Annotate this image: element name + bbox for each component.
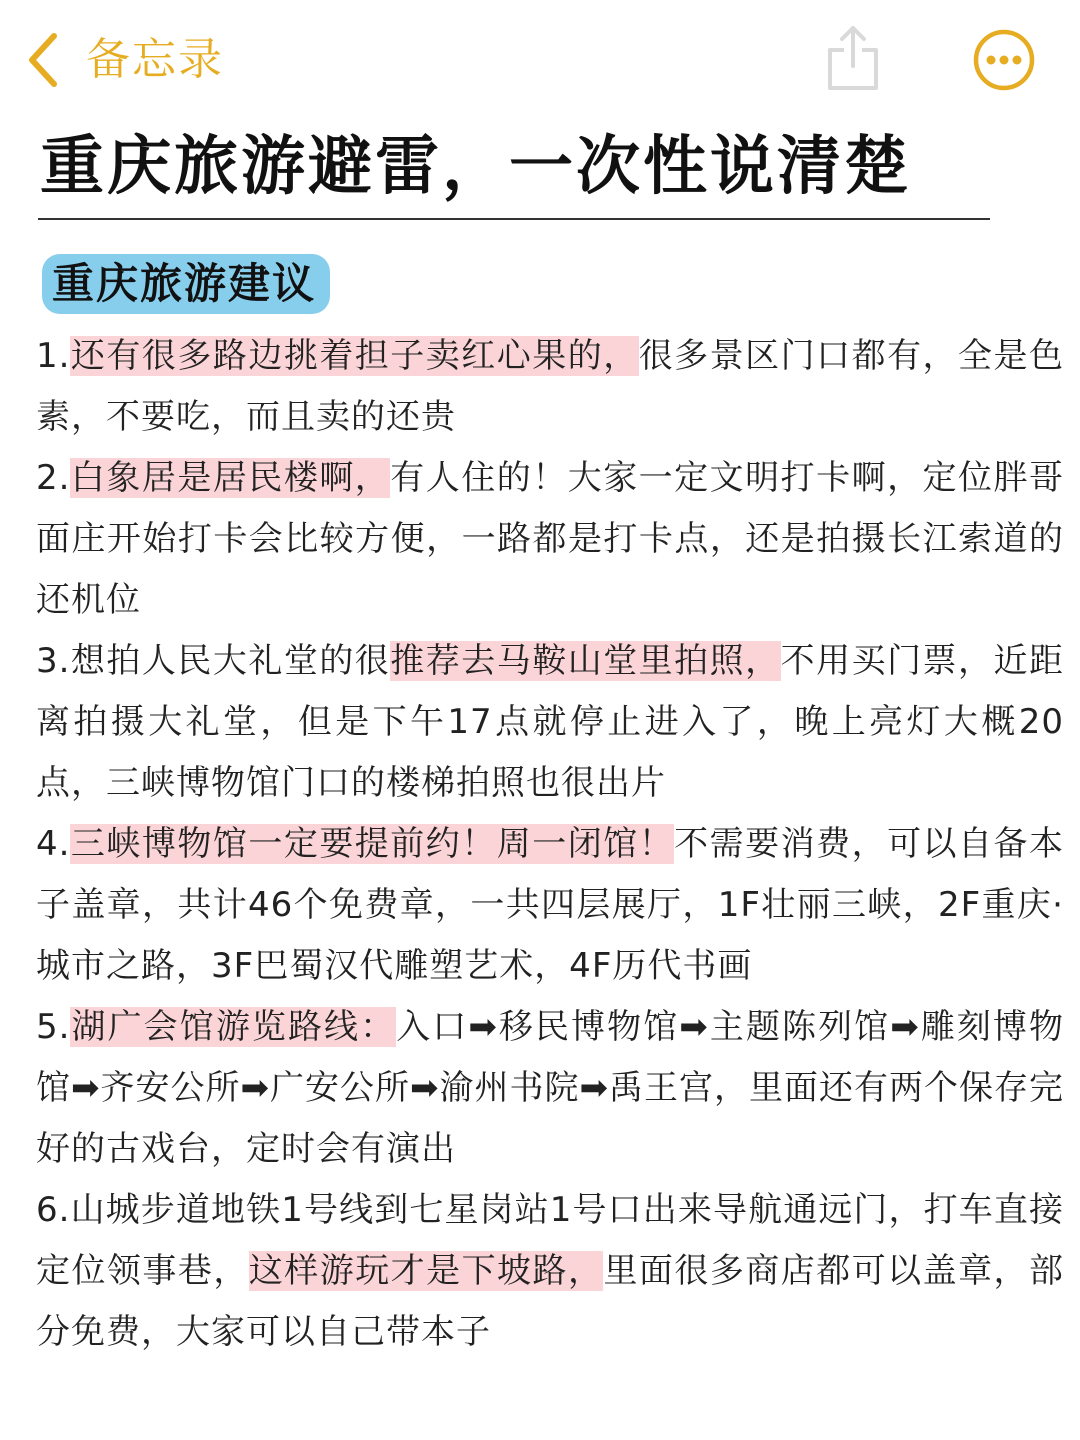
tip-number: 2.: [36, 458, 71, 498]
highlighted-text: 湖广会馆游览路线：: [70, 1007, 397, 1047]
tip-item: [36, 448, 1064, 631]
tip-item: [36, 326, 1064, 448]
chevron-left-icon: [26, 32, 60, 88]
tip-number: 4.: [36, 824, 71, 864]
back-button[interactable]: [26, 28, 224, 92]
tip-item: [36, 997, 1064, 1180]
tip-text: 山城步道地铁1号线到七星岗站1号口出来导航通远门，打车直接定位领事巷，: [36, 1190, 1064, 1291]
tip-text: 不用买门票，近距离拍摄大礼堂，但是下午17点就停止进入了，晚上亮灯大概20点，三峡博物馆门口的楼梯拍照也很出片: [36, 641, 1065, 803]
tip-item: [36, 1180, 1064, 1363]
tip-text: 想拍人民大礼堂的很: [70, 641, 391, 681]
share-button[interactable]: [824, 24, 882, 92]
highlighted-text: 推荐去马鞍山堂里拍照，: [390, 641, 781, 681]
highlighted-text: 这样游玩才是下坡路，: [248, 1251, 604, 1291]
note-title: 重庆旅游避雷，一次性说清楚: [40, 130, 911, 204]
tip-item: [36, 631, 1064, 814]
tip-number: 1.: [36, 336, 71, 376]
tip-text: 里面很多商店都可以盖章，部分免费，大家可以自己带本子: [36, 1251, 1065, 1352]
tip-text: 入口➡移民博物馆➡主题陈列馆➡雕刻博物馆➡齐安公所➡广安公所➡渝州书院➡禹王宫，里面还有两个保存完好的古戏台，定时会有演出: [36, 1007, 1065, 1169]
highlighted-text: 三峡博物馆一定要提前约！周一闭馆！: [70, 824, 675, 864]
highlighted-text: 还有很多路边挑着担子卖红心果的，: [70, 336, 639, 376]
tip-number: 6.: [36, 1190, 71, 1230]
back-label: 备忘录: [86, 34, 224, 85]
title-divider: [38, 218, 990, 220]
tip-item: [36, 814, 1064, 997]
highlighted-text: 白象居是居民楼啊，: [70, 458, 391, 498]
tip-number: 5.: [36, 1007, 71, 1047]
share-icon: [824, 24, 882, 92]
section-heading: 重庆旅游建议: [42, 254, 330, 314]
more-options-button[interactable]: [972, 28, 1036, 92]
more-options-icon: [972, 28, 1036, 92]
tips-list: [36, 326, 1064, 1363]
tip-text: 有人住的！大家一定文明打卡啊，定位胖哥面庄开始打卡会比较方便，一路都是打卡点，还是拍摄长江索道的还机位: [36, 458, 1065, 620]
tip-text: 很多景区门口都有，全是色素，不要吃，而且卖的还贵: [36, 336, 1065, 437]
tip-number: 3.: [36, 641, 71, 681]
tip-text: 不需要消费，可以自备本子盖章，共计46个免费章，一共四层展厅，1F壮丽三峡，2F重庆·城市之路，3F巴蜀汉代雕塑艺术，4F历代书画: [36, 824, 1065, 986]
navigation-bar: [0, 0, 1080, 118]
